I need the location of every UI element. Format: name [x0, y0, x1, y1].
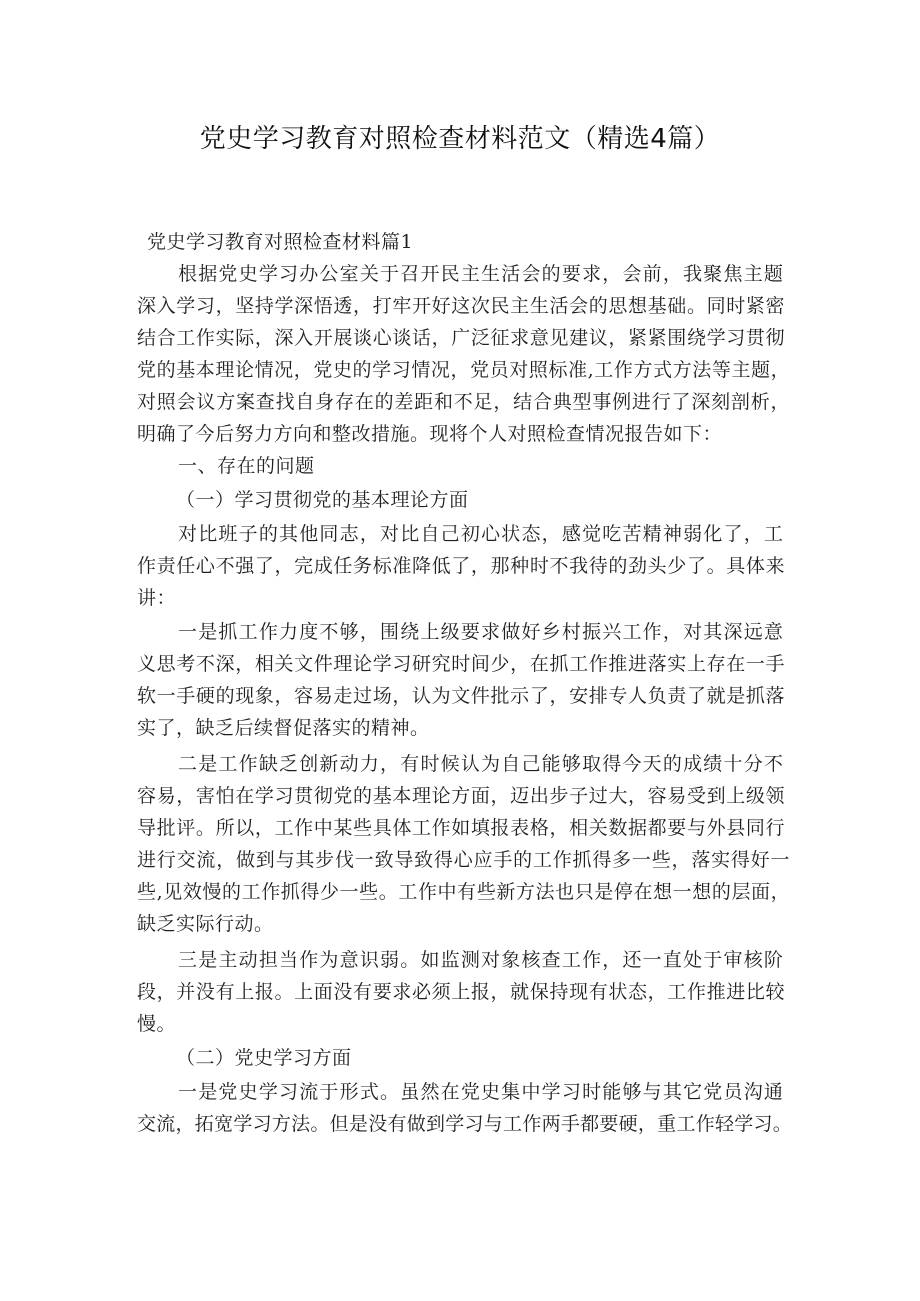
paragraph-line: 作 责 任 心 不 强 了 ， 完 成 任 务 标 准 降 低 了 ， 那 种 时 不 我 待 的 劲 头 少 了 。 具 体 来	[137, 555, 785, 577]
paragraph-line: 进 行 交 流 ， 做 到 与 其 步 伐 一 致 导 致 得 心 应 手 的 工 作 抓 得 多 一 些 ， 落 实 得 好 一	[137, 849, 790, 871]
paragraph-line: 对 照 会 议 方 案 查 找 自 身 存 在 的 差 距 和 不 足 ， 结 合 典 型 事 例 进 行 了 深 刻 剖 析 ，	[137, 391, 790, 413]
paragraph-line: 深 入 学 习 ， 坚 持 学 深 悟 透 ， 打 牢 开 好 这 次 民 主 生 活 会 的 思 想 基 础 。 同 时 紧 密	[137, 295, 785, 317]
document-title: 党史学习教育对照检查材料范文（精选4篇）	[199, 124, 721, 154]
paragraph-line: 导 批 评 。 所 以 ， 工 作 中 某 些 具 体 工 作 如 填 报 表 格 ， 相 关 数 据 都 要 与 外 县 同 行	[137, 817, 785, 839]
paragraph-line: 一 是 党 史 学 习 流 于 形 式 。 虽 然 在 党 史 集 中 学 习 时 能 够 与 其 它 党 员 沟 通	[178, 1081, 783, 1103]
paragraph-line: 些 , 见 效 慢 的 工 作 抓 得 少 一 些 。 工 作 中 有 些 新 方 法 也 只 是 停 在 想 一 想 的 层 面 ，	[137, 881, 790, 903]
paragraph-line: 对 比 班 子 的 其 他 同 志 ， 对 比 自 己 初 心 状 态 ， 感 觉 吃 苦 精 神 弱 化 了 ， 工	[178, 523, 783, 545]
paragraph-line: 明确了今后努力方向和整改措施。现将个人对照检查情况报告如下：	[137, 423, 723, 445]
paragraph-line: 义 思 考 不 深 ， 相 关 文 件 理 论 学 习 研 究 时 间 少 ， 在 抓 工 作 推 进 落 实 上 存 在 一 手	[137, 653, 785, 675]
paragraph-line: 根 据 党 史 学 习 办 公 室 关 于 召 开 民 主 生 活 会 的 要 求 ， 会 前 ， 我 聚 焦 主 题	[178, 263, 783, 285]
subheading: （二）党史学习方面	[176, 1047, 352, 1069]
paragraph-line: 一 是 抓 工 作 力 度 不 够 ， 围 绕 上 级 要 求 做 好 乡 村 振 兴 工 作 ， 对 其 深 远 意	[178, 621, 783, 643]
paragraph-line: 二 是 工 作 缺 乏 创 新 动 力 ， 有 时 候 认 为 自 己 能 够 取 得 今 天 的 成 绩 十 分 不	[178, 753, 783, 775]
paragraph-line: 容 易 ， 害 怕 在 学 习 贯 彻 党 的 基 本 理 论 方 面 ， 迈 出 步 子 过 大 ， 容 易 受 到 上 级 领	[137, 785, 785, 807]
paragraph-line: 实了，缺乏后续督促落实的精神。	[137, 717, 430, 739]
paragraph-line: 三 是 主 动 担 当 作 为 意 识 弱 。 如 监 测 对 象 核 查 工 作 ， 还 一 直 处 于 审 核 阶	[178, 949, 783, 971]
paragraph-line: 党 的 基 本 理 论 情 况 ， 党 史 的 学 习 情 况 ， 党 员 对 照 标 准 , 工 作 方 式 方 法 等 主 题 ，	[137, 359, 790, 381]
paragraph-line: 交 流 ， 拓 宽 学 习 方 法 。 但 是 没 有 做 到 学 习 与 工 作 两 手 都 要 硬 ， 重 工 作 轻 学 习 。	[137, 1113, 792, 1135]
paragraph-line: 慢。	[137, 1013, 177, 1035]
paragraph-line: 软 一 手 硬 的 现 象 ， 容 易 走 过 场 ， 认 为 文 件 批 示 了 ， 安 排 专 人 负 责 了 就 是 抓 落	[137, 685, 785, 707]
heading-level-1: 一、存在的问题	[178, 455, 315, 477]
paragraph-line: 讲：	[137, 587, 177, 609]
paragraph-line: 缺乏实际行动。	[137, 913, 274, 935]
section-heading: 党史学习教育对照检查材料篇1	[147, 231, 414, 253]
subheading: （一）学习贯彻党的基本理论方面	[176, 489, 469, 511]
paragraph-line: 段 ， 并 没 有 上 报 。 上 面 没 有 要 求 必 须 上 报 ， 就 保 持 现 有 状 态 ， 工 作 推 进 比 较	[137, 981, 785, 1003]
paragraph-line: 结 合 工 作 实 际 ， 深 入 开 展 谈 心 谈 话 ， 广 泛 征 求 意 见 建 议 ， 紧 紧 围 绕 学 习 贯 彻	[137, 327, 785, 349]
